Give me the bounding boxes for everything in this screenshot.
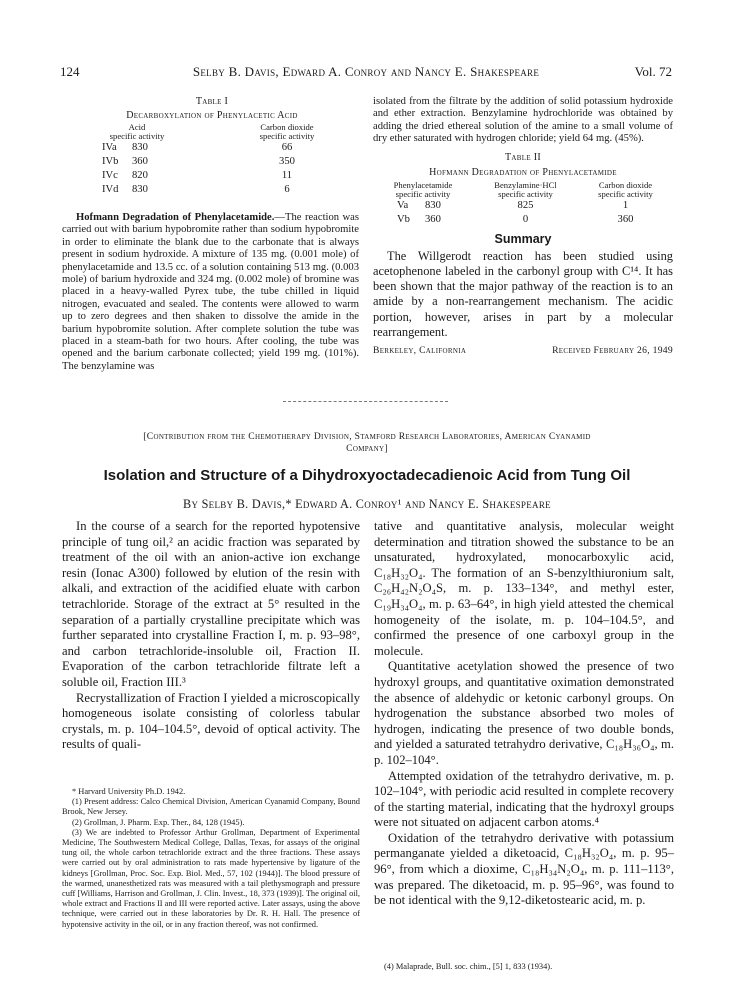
table-row: [62, 141, 362, 155]
table-cell: 830: [425, 200, 441, 212]
contribution-line: [60, 431, 674, 455]
table-cell: IVa: [102, 142, 117, 153]
article-right-column: [374, 519, 674, 909]
footnote-1: (1) Present address: Calco Chemical Division, American Cyanamid Company, Bound Brook, New Jersey.: [62, 797, 360, 817]
table-cell: Vb: [397, 214, 410, 226]
table-row: [62, 169, 362, 183]
table-cell: 360: [132, 156, 148, 167]
table-cell: 0: [522, 214, 529, 226]
table-1-col1-header: Acid: [128, 122, 146, 132]
article-left-column: [62, 519, 360, 753]
table-1-header-row: [62, 123, 362, 141]
table-cell: 6: [284, 184, 290, 195]
page-number: 124: [60, 64, 80, 79]
table-1-label: Table I: [195, 96, 229, 107]
received-date: Received February 26, 1949: [552, 345, 673, 357]
affiliation-line: [373, 345, 673, 357]
article-byline: By Selby B. Davis,* Edward A. Conroy¹ and Nancy E. Shakespeare: [183, 497, 551, 511]
intro-paragraph: In the course of a search for the reported hypotensive principle of tung oil,² an acidic fraction was separated by treatment of the oil with an anion-active ion exchange resin (Ionac A300) followed by elution of the resin with alkali, and extraction of the acidified eluate with carbon tetrachloride. Storage of the extract at 5° resulted in the separation of a partially crystalline precipitate which was further separated into crystalline Fraction I, m. p. 93–98°, and carbon tetrachloride-insoluble oil, Fraction II. Evaporation of the carbon tetrachloride filtrate left a soluble oil, Fraction III.³: [62, 519, 360, 689]
acetylation-paragraph: Quantitative acetylation showed the presence of two hydroxyl groups, and quantitative oximation demonstrated the absence of aldehydic or ketonic carbonyl groups. On hydrogenation the substance absorbed two moles of hydrogen, indicating the presence of two double bonds, and yielded a saturated tetrahydro derivative, C₁₈H₃₆O₄, m. p. 102–104°.: [374, 659, 674, 767]
running-header-authors: Selby B. Davis, Edward A. Conroy and Nancy E. Shakespeare: [192, 64, 540, 79]
table-1-col2-subheader: specific activity: [259, 131, 315, 141]
table-cell: 350: [279, 156, 295, 167]
table-cell: IVb: [102, 156, 119, 167]
table-2-label: Table II: [505, 151, 541, 163]
table-2-grid: [373, 181, 673, 227]
table-cell: 830: [132, 142, 148, 153]
table-cell: 66: [281, 142, 293, 153]
table-cell: 1: [622, 200, 629, 212]
permanganate-paragraph: Oxidation of the tetrahydro derivative with potassium permanganate yielded a diketoacid, C₁₈H₃₂O₄, m. p. 95–96°, from which a dioxime, C₁₈H₃₄N₂O₄, m. p. 111–113°, was prepared. The diketoacid, m. p. 95–96°, was found to be not identical with the 9,12-diketostearic acid, m. p.: [374, 830, 674, 908]
article-title: Isolation and Structure of a Dihydroxyoctadecadienoic Acid from Tung Oil: [103, 467, 631, 484]
table-cell: 11: [281, 170, 293, 181]
summary-paragraph: The Willgerodt reaction has been studied using acetophenone labeled in the carbonyl group with C¹⁴. It has been shown that the major pathway of the reaction is to an amide by a non-rearrangement mechanism. The acidic portion, however, arises in part by a molecular rearrangement.: [373, 248, 673, 339]
table-2-col1-subheader: specific activity: [395, 189, 451, 200]
right-column-top: [373, 96, 673, 357]
hofmann-experimental-paragraph: [62, 212, 359, 373]
table-cell: Va: [397, 200, 409, 212]
table-cell: 360: [617, 214, 634, 226]
contribution-text-cont: Company]: [346, 443, 388, 454]
table-2: [373, 152, 673, 228]
table-2-header-row: [373, 181, 673, 199]
table-2-col3-subheader: specific activity: [598, 189, 653, 200]
table-row: [373, 213, 673, 227]
table-cell: IVc: [102, 170, 118, 181]
footnote-star: * Harvard University Ph.D. 1942.: [72, 787, 186, 796]
analysis-paragraph: tative and quantitative analysis, molecular weight determination and titration showed the substance to be an unsaturated, hydroxylated, monocarboxylic acid, C₁₈H₃₂O₄. The formation of an S-benzylthiuronium salt, C₂₆H₄₂N₂O₄S, m. p. 133–134°, and methyl ester, C₁₉H₃₄O₄, m. p. 63–64°, in high yield attested the chemical homogeneity of the isolate, m. p. 104–104.5°, and confirmed the presence of one carboxyl group in the molecule.: [374, 519, 674, 658]
table-2-col3-header: Carbon dioxide: [598, 180, 653, 191]
table-cell: IVd: [102, 184, 119, 195]
table-2-col2-subheader: specific activity: [498, 189, 553, 200]
footnotes-left: [62, 787, 360, 930]
footnote-4: [374, 962, 674, 972]
table-2-col1-header: Phenylacetamide: [393, 180, 453, 191]
table-row: [62, 155, 362, 169]
footnote-3: (3) We are indebted to Professor Arthur Grollman, Department of Experimental Medicine, The Southwestern Medical College, Dallas, Texas, for assays of the original tung oil, the whole carbon tetrachloride extract and the three fractions. These assays were carried out by oral administration to rats made hypertensive by ligature of the kidneys [Grollman, Proc. Soc. Exp. Biol. Med., 57, 102 (1944)]. The blood pressure of the warmed, unanesthetized rats was measured with a tail plethysmograph and pressure cuff [Williams, Harrison and Grollman, J. Clin. Invest., 18, 373 (1939)]. The original oil, whole extract and Fractions II and III were reported active. Later assays, using the above technique, were carried out in these laboratories by Dr. R. H. Hall. The presence of hypotensive activity in the oil, or in any fraction thereof, was not confirmed.: [62, 827, 361, 929]
table-2-col2-header: Benzylamine·HCl: [494, 180, 557, 191]
hofmann-heading: Hofmann Degradation of Phenylacetamide.: [76, 212, 275, 223]
benzylamine-paragraph: isolated from the filtrate by the addition of solid potassium hydroxide and ether extraction. Benzylamine hydrochloride was obtained by adding the dried ethereal solution of the amine to a small volume of dry ether saturated with hydrogen chloride; yield 64 mg. (45%).: [373, 96, 673, 145]
table-row: [62, 183, 362, 197]
table-1-col1-subheader: specific activity: [109, 131, 165, 141]
footnote-4-text: (4) Malaprade, Bull. soc. chim., [5] 1, 833 (1934).: [384, 962, 553, 971]
contribution-text: [Contribution from the Chemotherapy Division, Stamford Research Laboratories, American Cyanamid: [143, 431, 591, 442]
table-cell: 360: [425, 214, 441, 226]
table-1-grid: [62, 123, 362, 197]
table-2-title: Hofmann Degradation of Phenylacetamide: [429, 167, 617, 179]
table-1-title: Decarboxylation of Phenylacetic Acid: [126, 110, 298, 121]
footnote-2: (2) Grollman, J. Pharm. Exp. Ther., 84, 128 (1945).: [72, 817, 245, 827]
recrystallization-paragraph: Recrystallization of Fraction I yielded a microscopically homogeneous isolate consisting of colorless tabular crystals, m. p. 104–104.5°, devoid of optical activity. The results of quali-: [62, 690, 360, 752]
article-separator: [283, 401, 448, 402]
table-cell: 825: [517, 200, 534, 212]
table-cell: 820: [132, 170, 148, 181]
table-row: [373, 199, 673, 213]
location-text: Berkeley, California: [373, 345, 467, 357]
summary-heading: Summary: [494, 232, 552, 247]
table-cell: 830: [132, 184, 148, 195]
table-1: [62, 96, 362, 197]
table-1-col2-header: Carbon dioxide: [260, 122, 314, 132]
periodic-acid-paragraph: Attempted oxidation of the tetrahydro derivative, m. p. 102–104°, with periodic acid resulted in complete recovery of the starting material, indicating that the hydroxyl groups were not situated on adjacent carbon atoms.⁴: [374, 768, 674, 830]
volume-number: Vol. 72: [634, 64, 672, 79]
hofmann-text: —The reaction was carried out with barium hypobromite rather than sodium hypobromite in order to eliminate the blank due to the carbonate that is always present in sodium hydroxide. A mixture of 135 mg. (0.001 mole) of phenylacetamide and 13.5 cc. of a solution containing 513 mg. (0.003 mole) of barium hydroxide and 324 mg. (0.002 mole) of bromine was placed in a heavy-walled Pyrex tube, the tube chilled in liquid nitrogen, evacuated and sealed. The contents were allowed to warm up to zero degrees and then shaken to dissolve the amide in the barium hypobromite solution. After complete solution the tube was placed in a steam-bath for two hours. After cooling, the tube was opened and the barium carbonate collected; yield 199 mg. (101%). The benzylamine was: [62, 212, 359, 372]
